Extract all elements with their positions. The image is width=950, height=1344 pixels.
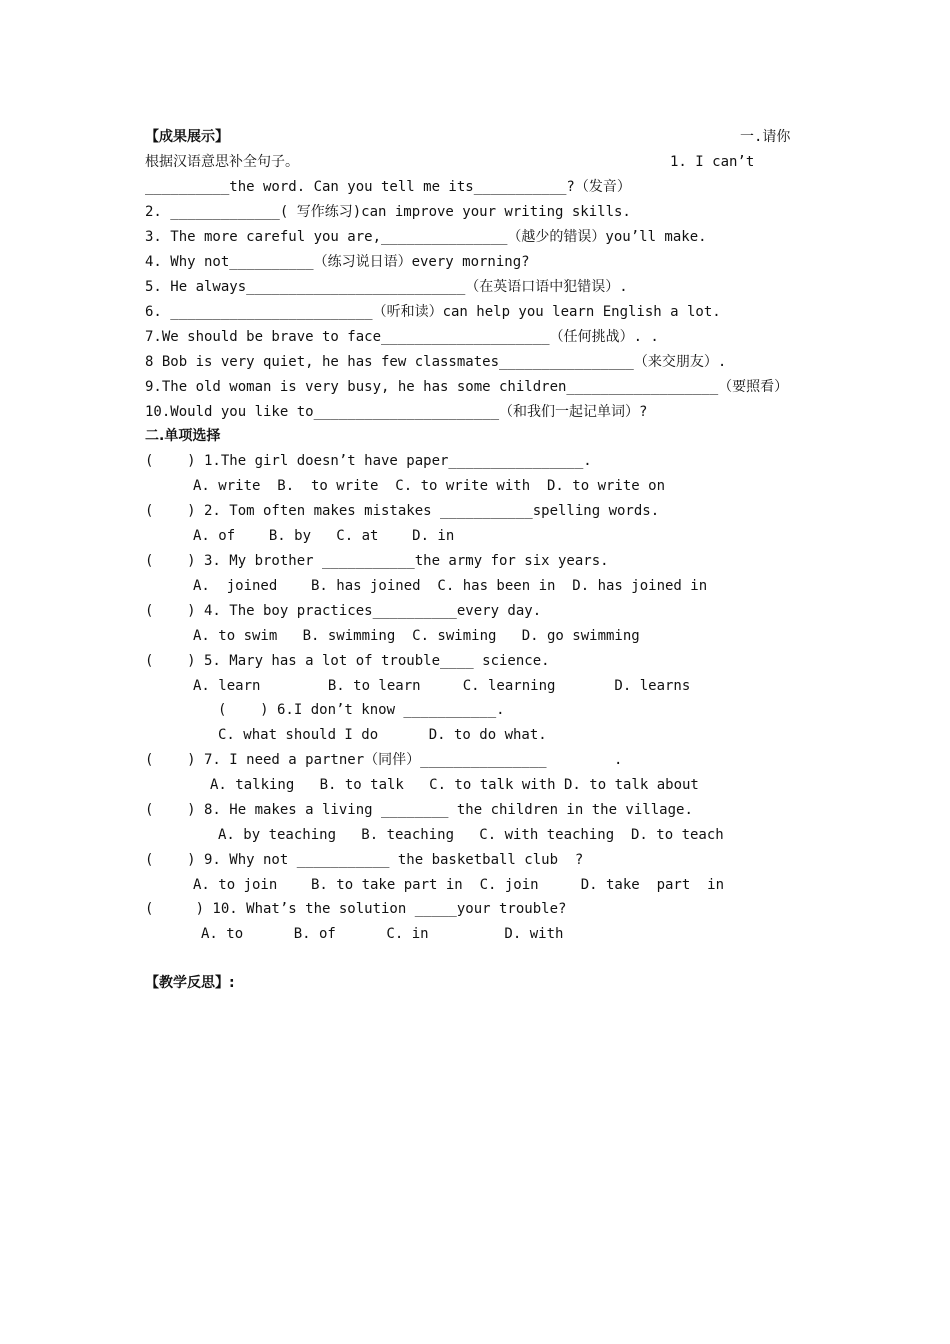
fill-item-6: 6. ________________________（听和读）can help you learn English a lot.	[145, 304, 721, 320]
mcq-question-5: ( ) 5. Mary has a lot of trouble____ science.	[145, 653, 550, 669]
part1-instruction: 根据汉语意思补全句子。	[145, 154, 299, 170]
mcq-options-2: A. of B. by C. at D. in	[193, 528, 455, 544]
fill-item-2: 2. _____________( 写作练习)can improve your writing skills.	[145, 204, 631, 220]
mcq-question-10: ( ) 10. What’s the solution _____your trouble?	[145, 901, 567, 917]
mcq-options-6: C. what should I do D. to do what.	[218, 727, 547, 743]
mcq-options-5: A. learn B. to learn C. learning D. learns	[193, 678, 691, 694]
mcq-options-10: A. to B. of C. in D. with	[201, 926, 564, 942]
fill-item-1-cont: __________the word. Can you tell me its___________?（发音）	[145, 179, 631, 195]
result-title: 【成果展示】	[145, 129, 229, 145]
fill-item-9: 9.The old woman is very busy, he has some children__________________（要照看）	[145, 379, 789, 395]
part1-label: 一.请你	[740, 129, 791, 145]
mcq-options-9: A. to join B. to take part in C. join D. take part in	[193, 877, 725, 893]
mcq-question-3: ( ) 3. My brother ___________the army for six years.	[145, 553, 609, 569]
fill-item-4: 4. Why not__________（练习说日语）every morning?	[145, 254, 530, 270]
fill-item-3: 3. The more careful you are,_______________（越少的错误）you’ll make.	[145, 229, 707, 245]
fill-item-5: 5. He always__________________________（在英语口语中犯错误）.	[145, 279, 628, 295]
mcq-question-9: ( ) 9. Why not ___________ the basketball club ?	[145, 852, 584, 868]
mcq-options-3: A. joined B. has joined C. has been in D. has joined in	[193, 578, 708, 594]
mcq-question-6: ( ) 6.I don’t know ___________.	[218, 702, 505, 718]
fill-item-1-start: 1. I can’t	[670, 154, 755, 170]
mcq-question-2: ( ) 2. Tom often makes mistakes ___________spelling words.	[145, 503, 660, 519]
section2-title: 二.单项选择	[145, 428, 221, 444]
fill-item-7: 7.We should be brave to face____________________（任何挑战）. .	[145, 329, 659, 345]
reflection-title: 【教学反思】:	[145, 975, 235, 991]
mcq-question-1: ( ) 1.The girl doesn’t have paper________________.	[145, 453, 592, 469]
mcq-options-7: A. talking B. to talk C. to talk with D. to talk about	[210, 777, 699, 793]
mcq-question-7: ( ) 7. I need a partner（同伴）_______________ .	[145, 752, 623, 768]
mcq-options-4: A. to swim B. swimming C. swiming D. go swimming	[193, 628, 640, 644]
mcq-options-8: A. by teaching B. teaching C. with teaching D. to teach	[218, 827, 724, 843]
mcq-question-4: ( ) 4. The boy practices__________every day.	[145, 603, 542, 619]
fill-item-8: 8 Bob is very quiet, he has few classmates________________（来交朋友）.	[145, 354, 727, 370]
fill-item-10: 10.Would you like to______________________（和我们一起记单词）?	[145, 404, 648, 420]
mcq-question-8: ( ) 8. He makes a living ________ the children in the village.	[145, 802, 693, 818]
mcq-options-1: A. write B. to write C. to write with D. to write on	[193, 478, 666, 494]
